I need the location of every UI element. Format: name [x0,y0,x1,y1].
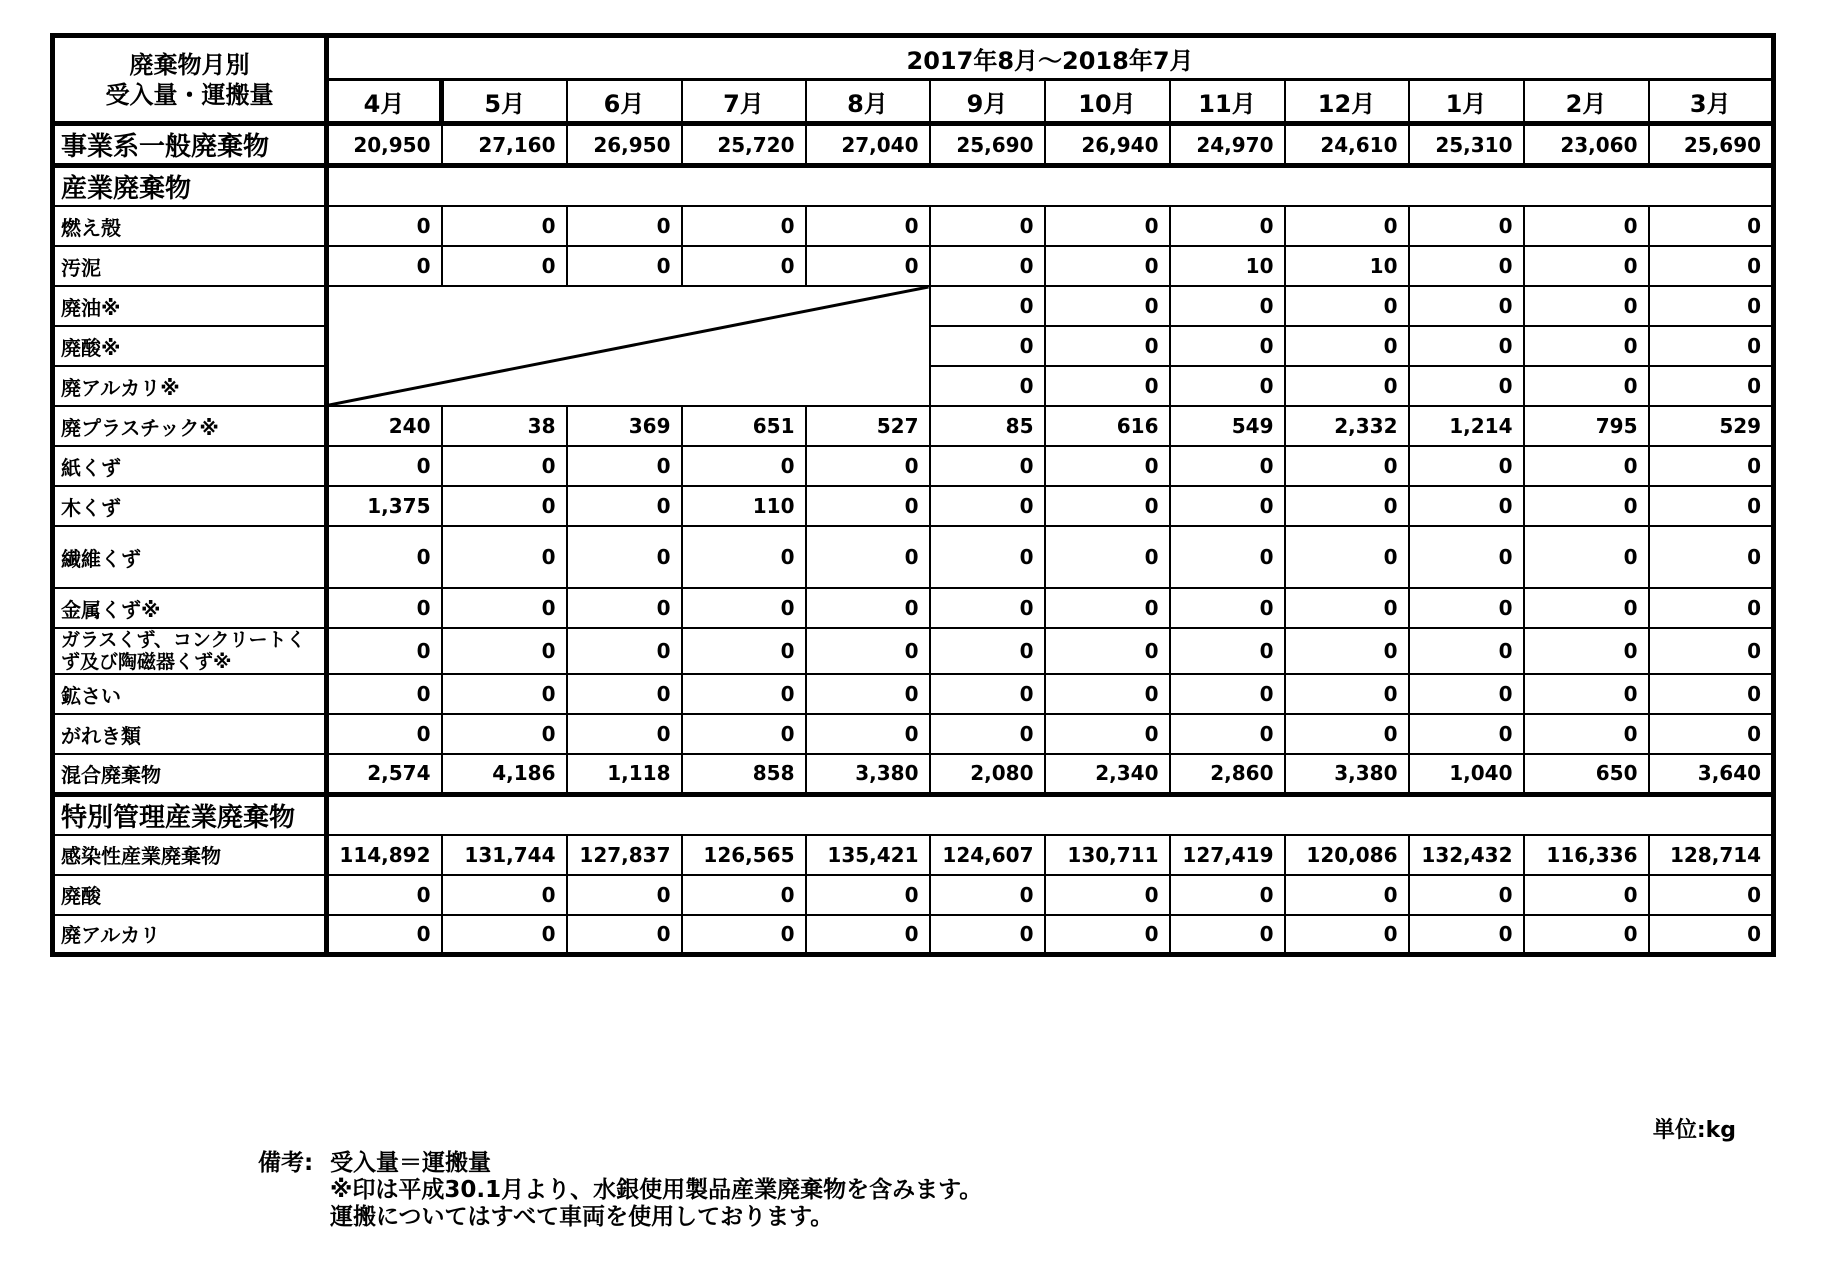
value-cell: 0 [1045,366,1170,406]
value-cell: 0 [1524,446,1649,486]
value-cell: 0 [930,674,1045,714]
value-cell: 0 [806,588,930,628]
value-cell: 0 [1045,875,1170,915]
value-cell: 0 [1524,286,1649,326]
table-row [53,286,1774,326]
value-cell: 0 [682,628,806,674]
table-row [53,206,1774,246]
value-cell: 0 [1045,588,1170,628]
value-cell: 3,640 [1649,754,1774,794]
value-cell: 0 [806,246,930,286]
value-cell: 0 [930,875,1045,915]
value-cell: 0 [327,674,442,714]
value-cell: 120,086 [1285,835,1409,875]
value-cell: 0 [1170,206,1285,246]
value-cell: 0 [567,875,682,915]
value-cell: 0 [806,714,930,754]
value-cell: 0 [567,206,682,246]
value-cell: 27,040 [806,124,930,166]
row-label: 廃酸 [53,875,327,915]
value-cell: 0 [1170,875,1285,915]
category-blank-cell [327,794,1774,835]
value-cell: 10 [1285,246,1409,286]
value-cell: 0 [1170,714,1285,754]
value-cell: 0 [1649,674,1774,714]
value-cell: 0 [1045,486,1170,526]
value-cell: 0 [442,674,567,714]
value-cell: 0 [1649,206,1774,246]
not-applicable-diagonal-cell [327,286,930,406]
value-cell: 116,336 [1524,835,1649,875]
value-cell: 795 [1524,406,1649,446]
remarks-block [258,1150,982,1231]
row-label: 廃酸※ [53,326,327,366]
value-cell: 0 [327,446,442,486]
value-cell: 0 [1170,446,1285,486]
value-cell: 0 [930,206,1045,246]
value-cell: 0 [327,526,442,588]
value-cell: 0 [442,526,567,588]
value-cell: 0 [1409,446,1524,486]
value-cell: 26,950 [567,124,682,166]
table-row [53,406,1774,446]
month-header: 8月 [806,80,930,124]
value-cell: 0 [1649,628,1774,674]
value-cell: 0 [567,588,682,628]
value-cell: 0 [1285,366,1409,406]
value-cell: 0 [327,628,442,674]
value-cell: 0 [1045,526,1170,588]
value-cell: 1,040 [1409,754,1524,794]
value-cell: 0 [1409,588,1524,628]
value-cell: 0 [1524,366,1649,406]
diagonal-line [329,287,929,405]
value-cell: 0 [682,206,806,246]
value-cell: 0 [1045,628,1170,674]
value-cell: 1,118 [567,754,682,794]
value-cell: 0 [1409,875,1524,915]
value-cell: 0 [1170,628,1285,674]
value-cell: 0 [1649,526,1774,588]
table-row [53,246,1774,286]
value-cell: 0 [327,588,442,628]
value-cell: 616 [1045,406,1170,446]
value-cell: 110 [682,486,806,526]
row-label: 紙くず [53,446,327,486]
value-cell: 369 [567,406,682,446]
value-cell: 26,940 [1045,124,1170,166]
value-cell: 0 [1524,628,1649,674]
value-cell: 0 [1524,915,1649,955]
value-cell: 0 [1649,875,1774,915]
value-cell: 85 [930,406,1045,446]
value-cell: 0 [806,446,930,486]
value-cell: 0 [442,246,567,286]
value-cell: 0 [1649,446,1774,486]
value-cell: 0 [930,714,1045,754]
table-row [53,588,1774,628]
value-cell: 0 [442,446,567,486]
row-label: 感染性産業廃棄物 [53,835,327,875]
value-cell: 0 [1285,526,1409,588]
value-cell: 0 [1524,206,1649,246]
row-label: 廃プラスチック※ [53,406,327,446]
table-row [53,674,1774,714]
table-title-line2: 受入量・運搬量 [105,80,274,109]
value-cell: 527 [806,406,930,446]
value-cell: 0 [682,526,806,588]
value-cell: 0 [442,206,567,246]
value-cell: 549 [1170,406,1285,446]
row-label: 廃油※ [53,286,327,326]
value-cell: 128,714 [1649,835,1774,875]
value-cell: 0 [930,526,1045,588]
value-cell: 0 [930,628,1045,674]
value-cell: 0 [1045,326,1170,366]
row-label: 鉱さい [53,674,327,714]
value-cell: 131,744 [442,835,567,875]
row-label: ガラスくず、コンクリートくず及び陶磁器くず※ [53,628,327,674]
value-cell: 0 [327,875,442,915]
value-cell: 0 [1170,286,1285,326]
value-cell: 651 [682,406,806,446]
value-cell: 135,421 [806,835,930,875]
value-cell: 0 [1409,246,1524,286]
value-cell: 0 [930,486,1045,526]
value-cell: 0 [682,588,806,628]
value-cell: 0 [930,588,1045,628]
value-cell: 0 [567,628,682,674]
value-cell: 0 [442,628,567,674]
value-cell: 0 [442,875,567,915]
value-cell: 0 [1170,366,1285,406]
value-cell: 0 [806,206,930,246]
value-cell: 3,380 [1285,754,1409,794]
value-cell: 0 [1409,714,1524,754]
value-cell: 0 [1045,714,1170,754]
value-cell: 0 [682,674,806,714]
value-cell: 130,711 [1045,835,1170,875]
value-cell: 0 [1045,674,1170,714]
value-cell: 25,690 [1649,124,1774,166]
value-cell: 0 [1170,674,1285,714]
value-cell: 0 [1285,588,1409,628]
value-cell: 0 [1409,628,1524,674]
value-cell: 2,860 [1170,754,1285,794]
value-cell: 0 [1649,486,1774,526]
table-title-line1: 廃棄物月別 [129,50,250,79]
value-cell: 0 [1045,915,1170,955]
value-cell: 529 [1649,406,1774,446]
value-cell: 0 [930,446,1045,486]
value-cell: 0 [1524,246,1649,286]
value-cell: 0 [567,674,682,714]
month-header: 12月 [1285,80,1409,124]
value-cell: 114,892 [327,835,442,875]
value-cell: 0 [1045,246,1170,286]
value-cell: 0 [1285,875,1409,915]
value-cell: 0 [567,246,682,286]
special-waste-label: 特別管理産業廃棄物 [53,794,327,835]
month-header: 4月 [327,80,442,124]
value-cell: 0 [682,714,806,754]
table-row [53,446,1774,486]
month-header: 1月 [1409,80,1524,124]
value-cell: 0 [327,915,442,955]
value-cell: 0 [1649,326,1774,366]
value-cell: 858 [682,754,806,794]
value-cell: 0 [1285,486,1409,526]
remarks-line1: 受入量＝運搬量 [330,1150,491,1176]
value-cell: 0 [930,326,1045,366]
value-cell: 0 [1409,206,1524,246]
value-cell: 2,574 [327,754,442,794]
table-row-general [53,124,1774,166]
value-cell: 0 [1524,875,1649,915]
value-cell: 25,690 [930,124,1045,166]
value-cell: 0 [1285,446,1409,486]
value-cell: 2,340 [1045,754,1170,794]
row-label: 混合廃棄物 [53,754,327,794]
value-cell: 0 [567,526,682,588]
table-row [53,714,1774,754]
value-cell: 3,380 [806,754,930,794]
value-cell: 0 [1524,326,1649,366]
value-cell: 0 [1285,714,1409,754]
value-cell: 0 [1285,206,1409,246]
value-cell: 1,375 [327,486,442,526]
value-cell: 24,970 [1170,124,1285,166]
row-label: 廃アルカリ※ [53,366,327,406]
month-header: 6月 [567,80,682,124]
row-label: 金属くず※ [53,588,327,628]
value-cell: 23,060 [1524,124,1649,166]
category-row-special [53,794,1774,835]
value-cell: 0 [806,628,930,674]
row-label: 廃アルカリ [53,915,327,955]
row-label: 燃え殻 [53,206,327,246]
month-header: 10月 [1045,80,1170,124]
period-row [53,36,1774,80]
value-cell: 4,186 [442,754,567,794]
value-cell: 0 [1409,674,1524,714]
value-cell: 0 [1524,714,1649,754]
value-cell: 0 [1649,366,1774,406]
value-cell: 0 [442,915,567,955]
value-cell: 0 [1045,446,1170,486]
value-cell: 0 [1524,674,1649,714]
value-cell: 0 [1170,588,1285,628]
value-cell: 650 [1524,754,1649,794]
value-cell: 0 [1170,915,1285,955]
value-cell: 126,565 [682,835,806,875]
table-row [53,875,1774,915]
table-row [53,754,1774,794]
value-cell: 0 [1285,915,1409,955]
value-cell: 0 [1170,326,1285,366]
value-cell: 0 [806,674,930,714]
value-cell: 24,610 [1285,124,1409,166]
table-row [53,628,1774,674]
row-label: 繊維くず [53,526,327,588]
value-cell: 0 [1285,326,1409,366]
value-cell: 0 [327,246,442,286]
value-cell: 0 [442,486,567,526]
value-cell: 240 [327,406,442,446]
value-cell: 127,419 [1170,835,1285,875]
period-header: 2017年8月～2018年7月 [327,36,1774,80]
value-cell: 124,607 [930,835,1045,875]
value-cell: 10 [1170,246,1285,286]
industrial-waste-label: 産業廃棄物 [53,166,327,207]
value-cell: 0 [567,915,682,955]
value-cell: 132,432 [1409,835,1524,875]
value-cell: 0 [567,714,682,754]
value-cell: 0 [1045,286,1170,326]
table-row [53,915,1774,955]
value-cell: 0 [1649,915,1774,955]
value-cell: 0 [682,915,806,955]
value-cell: 0 [1524,588,1649,628]
value-cell: 2,080 [930,754,1045,794]
value-cell: 0 [1649,286,1774,326]
value-cell: 0 [930,246,1045,286]
value-cell: 0 [327,714,442,754]
month-header: 7月 [682,80,806,124]
value-cell: 20,950 [327,124,442,166]
row-label: 汚泥 [53,246,327,286]
general-waste-label: 事業系一般廃棄物 [53,124,327,166]
waste-monthly-table [50,33,1776,957]
remarks-line2: ※印は平成30.1月より、水銀使用製品産業廃棄物を含みます。 [330,1177,983,1203]
value-cell: 0 [327,206,442,246]
value-cell: 127,837 [567,835,682,875]
value-cell: 0 [567,486,682,526]
value-cell: 0 [1649,246,1774,286]
month-header: 5月 [442,80,567,124]
category-row-industrial [53,166,1774,207]
value-cell: 0 [567,446,682,486]
diagonal-slash [329,287,929,405]
value-cell: 0 [1285,286,1409,326]
value-cell: 0 [930,366,1045,406]
unit-note: 単位:kg [1652,1118,1736,1143]
month-header: 11月 [1170,80,1285,124]
value-cell: 0 [806,526,930,588]
month-header: 3月 [1649,80,1774,124]
value-cell: 0 [1170,486,1285,526]
value-cell: 2,332 [1285,406,1409,446]
value-cell: 0 [682,246,806,286]
value-cell: 0 [1409,526,1524,588]
value-cell: 0 [1649,714,1774,754]
category-blank-cell [327,166,1774,207]
value-cell: 0 [1045,206,1170,246]
table-row [53,526,1774,588]
value-cell: 0 [682,446,806,486]
value-cell: 0 [1649,588,1774,628]
value-cell: 0 [682,875,806,915]
remarks-line3: 運搬についてはすべて車両を使用しております。 [330,1204,834,1230]
value-cell: 27,160 [442,124,567,166]
value-cell: 0 [1409,915,1524,955]
month-header: 2月 [1524,80,1649,124]
row-label: 木くず [53,486,327,526]
value-cell: 0 [806,875,930,915]
row-label: がれき類 [53,714,327,754]
month-header: 9月 [930,80,1045,124]
value-cell: 38 [442,406,567,446]
value-cell: 1,214 [1409,406,1524,446]
value-cell: 0 [1409,486,1524,526]
value-cell: 0 [1409,326,1524,366]
value-cell: 0 [930,286,1045,326]
value-cell: 0 [1524,486,1649,526]
value-cell: 0 [806,915,930,955]
value-cell: 25,720 [682,124,806,166]
value-cell: 0 [1285,628,1409,674]
table-row [53,835,1774,875]
remarks-label: 備考: [258,1150,314,1176]
value-cell: 0 [1409,366,1524,406]
value-cell: 0 [1524,526,1649,588]
value-cell: 0 [806,486,930,526]
value-cell: 0 [930,915,1045,955]
table-title [53,36,327,124]
value-cell: 0 [1285,674,1409,714]
value-cell: 0 [442,588,567,628]
value-cell: 0 [442,714,567,754]
value-cell: 0 [1170,526,1285,588]
value-cell: 25,310 [1409,124,1524,166]
value-cell: 0 [1409,286,1524,326]
table-row [53,486,1774,526]
